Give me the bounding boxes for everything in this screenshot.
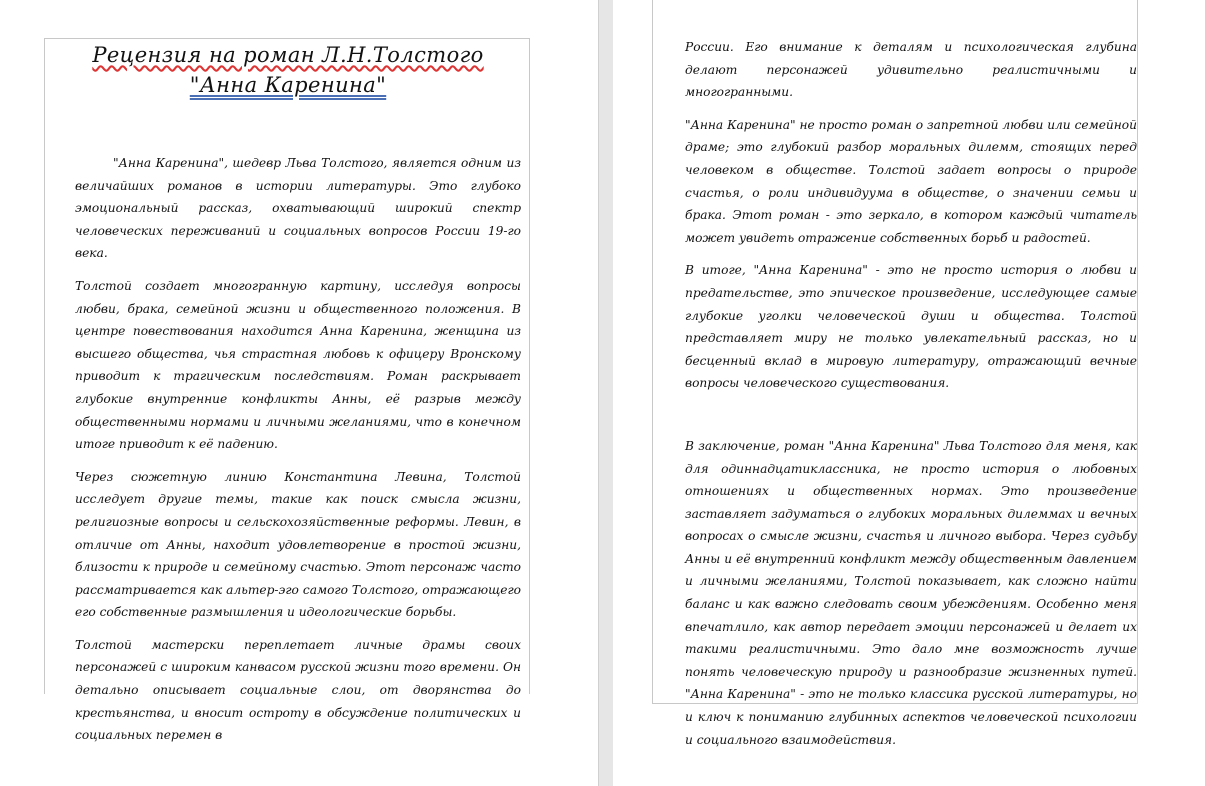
paragraph-spacing bbox=[75, 265, 521, 275]
paragraph: Через сюжетную линию Константина Левина, Толстой исследует другие темы, такие как поиск смысла жизни, религиозные вопросы и сельскохозяйственные реформы. Левин, в отличие от Анны, находит удовлетворение в простой жизни, близости к природе и семейному счастью. Этот персонаж часто рассматривается как альтер-эго самого Толстого, отражающего его собственные размышления и идеологические борьбы. bbox=[75, 469, 521, 620]
paragraph-spacing bbox=[75, 624, 521, 634]
paragraph-spacing bbox=[685, 104, 1137, 114]
paragraph: Толстой мастерски переплетает личные драмы своих персонажей с широким канвасом русской жизни того времени. Он детально описывает социальные слои, от дворянства до крестьянства, и вносит остроту в обсуждение политических и социальных перемен в bbox=[75, 637, 521, 743]
paragraph: Толстой создает многогранную картину, исследуя вопросы любви, брака, семейной жизни и общественного положения. В центре повествования находится Анна Каренина, женщина из высшего общества, чья страстная любовь к офицеру Вронскому приводит к трагическим последствиям. Роман раскрывает глубокие внутренние конфликты Анны, её разрыв между общественными нормами и личными желаниями, что в конечном итоге приводит к её падению. bbox=[75, 278, 521, 452]
paragraph: "Анна Каренина" не просто роман о запретной любви или семейной драме; это глубокий разбор моральных дилемм, стоящих перед человеком в обществе. Толстой задает вопросы о природе счастья, о роли индивидуума в обществе, о значении семьи и брака. Этот роман - это зеркало, в котором каждый читатель может увидеть отражение собственных борьб и радостей. bbox=[685, 117, 1137, 245]
document-page-1[interactable] bbox=[44, 38, 530, 743]
page-top-offset bbox=[685, 0, 1137, 36]
paragraph: В итоге, "Анна Каренина" - это не просто история о любви и предательстве, это эпическое произведение, исследующее самые глубокие уголки человеческой души и общества. Толстой представляет миру не только увлекательный рассказ, но и бесценный вклад в мировую литературу, отражающий вечные вопросы человеческого существования. bbox=[685, 263, 1137, 391]
title-line-2: "Анна Каренина" bbox=[189, 73, 387, 97]
paragraph: России. Его внимание к деталям и психологическая глубина делают персонажей удивительно реалистичными и многогранными. bbox=[685, 40, 1137, 100]
paragraph-spacing bbox=[75, 456, 521, 466]
paragraph: "Анна Каренина", шедевр Льва Толстого, является одним из величайших романов в истории литературы. Это глубоко эмоциональный рассказ, охватывающий широкий спектр человеческих переживаний и социальных вопросов России 19-го века. bbox=[75, 156, 521, 261]
document-page-2[interactable] bbox=[652, 0, 1138, 747]
pane-divider[interactable] bbox=[598, 0, 614, 786]
title-spacing bbox=[75, 100, 521, 152]
paragraph: В заключение, роман "Анна Каренина" Льва Толстого для меня, как для одиннадцатиклассника, не просто история о любовных отношениях и общественных нормах. Это произведение заставляет задуматься о глубоких моральных дилеммах и вечных вопросах о смысле жизни, счастья и личного выбора. Через судьбу Анны и её внутренний конфликт между общественным давлением и личными желаниями, Толстой показывает, как сложно найти баланс и как важно следовать своим убеждениям. Особенно меня впечатлило, как автор передает эмоции персонажей и делает их такими реалистичными. Это дало мне возможность лучше понять человеческую природу и разнообразие жизненных путей. "Анна Каренина" - это не только классика русской литературы, но и ключ к пониманию глубинных аспектов человеческой психологии и социального взаимодействия. bbox=[685, 438, 1137, 747]
title-line-1: Рецензия на роман Л.Н.Толстого bbox=[92, 43, 484, 67]
paragraph-spacing bbox=[685, 249, 1137, 259]
paragraph-spacing bbox=[685, 395, 1137, 435]
document-title bbox=[45, 39, 531, 100]
